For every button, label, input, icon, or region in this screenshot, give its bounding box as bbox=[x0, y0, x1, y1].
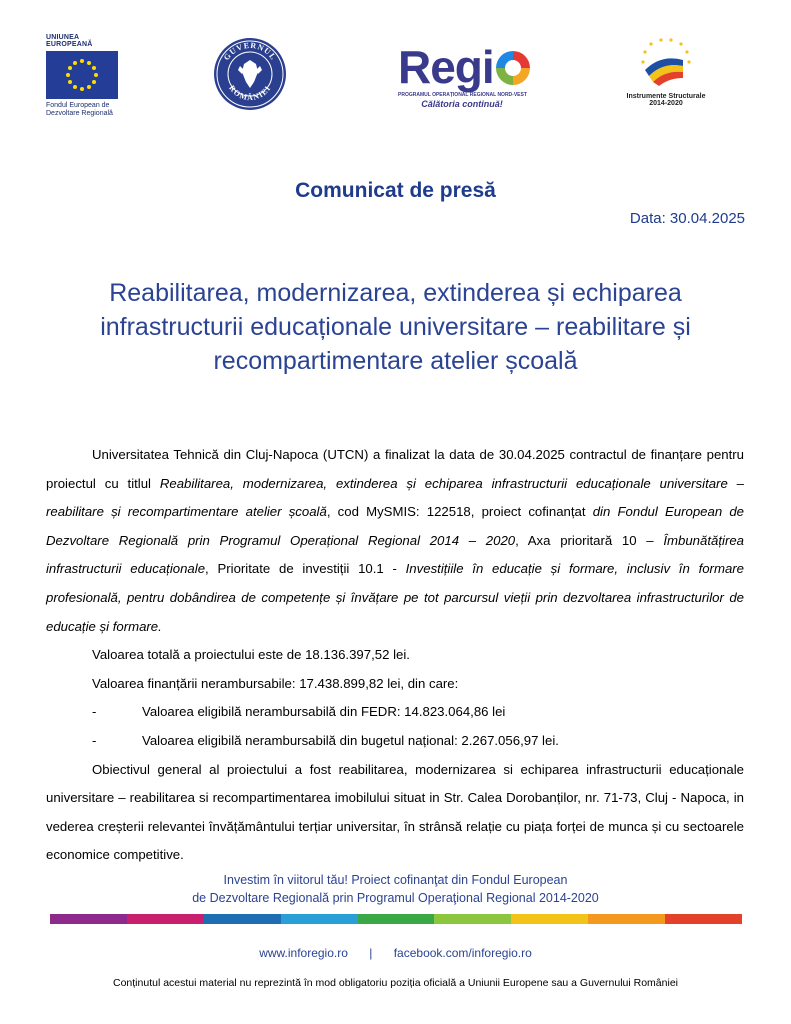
headline-line: recompartimentare atelier școală bbox=[213, 347, 578, 375]
text-run: Universitatea Tehnică din Cluj-Napoca (UTCN) a finalizat la data de 30.04.2025 contractul de finanțare pentru proiectul cu titlul bbox=[46, 447, 744, 491]
headline-line: infrastructurii educaționale universitare – reabilitare și bbox=[100, 313, 691, 341]
romanian-government-seal-icon bbox=[212, 36, 288, 112]
regio-logo bbox=[398, 41, 548, 109]
rainbow-segment bbox=[281, 914, 358, 924]
list-item bbox=[46, 727, 744, 756]
investment-priority: Investițiile în educație și formare, inclusiv în formare profesională, pentru dobândirea de competențe și învățare pe tot parcursul vieții prin dezvoltarea infrastructurilor de educație și formare. bbox=[46, 561, 744, 634]
text-run: , Prioritate de investiții 10.1 - bbox=[205, 561, 406, 577]
eu-flag-icon bbox=[46, 51, 118, 99]
eu-logo bbox=[46, 34, 126, 118]
rainbow-segment bbox=[665, 914, 742, 924]
regio-slogan: Călătoria continuă! bbox=[421, 99, 503, 109]
rainbow-segment bbox=[588, 914, 665, 924]
rainbow-segment bbox=[511, 914, 588, 924]
facebook-link[interactable]: facebook.com/inforegio.ro bbox=[393, 946, 532, 960]
footer-slogan-line: de Dezvoltare Regională prin Programul Operaţional Regional 2014-2020 bbox=[192, 891, 599, 905]
footer-slogan bbox=[0, 871, 791, 907]
press-release-body bbox=[46, 441, 744, 870]
regio-o-icon bbox=[496, 51, 530, 85]
rainbow-segment bbox=[358, 914, 435, 924]
paragraph-objective: Obiectivul general al proiectului a fost reabilitarea, modernizarea si echiparea infrastructurii educaționale universitare – reabilitarea si recompartimentarea imobilului situat in Str. Calea Dorobanților, nr. 71-73, Cluj - Napoca, in vederea creșterii relevantei învățământului terțiar universitar, în strânsă relație cu piața forței de munca și cu sectoarele economice competitive. bbox=[46, 761, 744, 863]
gov-seal-top-text: GUVERNUL bbox=[221, 40, 279, 63]
eu-subtitle-line1: Fondul European de bbox=[46, 102, 110, 109]
footer-links bbox=[0, 946, 791, 960]
paragraph-intro bbox=[46, 441, 744, 641]
headline-line: Reabilitarea, modernizarea, extinderea și echiparea bbox=[109, 279, 682, 307]
paragraph-total-value: Valoarea totală a proiectului este de 18.136.397,52 lei. bbox=[92, 647, 410, 663]
rainbow-stripe bbox=[50, 914, 742, 924]
headline bbox=[40, 276, 751, 378]
regio-wordmark-text: Regi bbox=[398, 41, 494, 93]
list-item bbox=[46, 698, 744, 727]
structural-instruments-icon bbox=[631, 36, 701, 86]
text-run: , cod MySMIS: 122518, proiect cofinanțat bbox=[326, 504, 593, 520]
inforegio-website-link[interactable]: www.inforegio.ro bbox=[259, 946, 348, 960]
rainbow-segment bbox=[204, 914, 281, 924]
press-release-title: Comunicat de presă bbox=[295, 179, 496, 202]
eu-subtitle-line2: Dezvoltare Regională bbox=[46, 110, 113, 117]
eu-subtitle bbox=[46, 102, 126, 118]
project-title: Reabilitarea, modernizarea, extinderea și echiparea infrastructurii educaționale universitare – reabilitare și recompartimentare atelier școală bbox=[46, 475, 744, 520]
bullet-dash: - bbox=[92, 704, 97, 720]
bullet-text: Valoarea eligibilă nerambursabilă din bugetul național: 2.267.056,97 lei. bbox=[142, 732, 559, 748]
regio-wordmark bbox=[398, 41, 548, 93]
bullet-dash: - bbox=[92, 732, 97, 748]
structural-instruments-years: 2014-2020 bbox=[649, 100, 683, 107]
priority-axis: Îmbunătățirea infrastructurii educaționale bbox=[46, 532, 744, 577]
footer-slogan-line: Investim în viitorul tău! Proiect cofinanţat din Fondul European bbox=[223, 873, 568, 887]
press-release-date: Data: 30.04.2025 bbox=[629, 210, 745, 227]
structural-instruments-logo bbox=[618, 36, 714, 107]
text-run: , Axa prioritară 10 – bbox=[515, 532, 664, 548]
eu-title: UNIUNEA EUROPEANĂ bbox=[46, 34, 93, 48]
disclaimer: Conținutul acestui material nu reprezintă în mod obligatoriu poziția oficială a Uniunii Europene sau a Guvernului României bbox=[113, 977, 678, 989]
funding-source: din Fondul European de Dezvoltare Regională prin Programul Operațional Regional 2014 – 2020 bbox=[46, 504, 744, 548]
bullet-text: Valoarea eligibilă nerambursabilă din FEDR: 14.823.064,86 lei bbox=[142, 704, 506, 720]
gov-seal-bottom-text: ROMÂNIEI bbox=[227, 83, 273, 103]
regio-program-text: PROGRAMUL OPERAȚIONAL REGIONAL NORD-VEST bbox=[398, 92, 527, 98]
rainbow-segment bbox=[50, 914, 127, 924]
structural-instruments-title: Instrumente Structurale bbox=[626, 93, 706, 100]
rainbow-segment bbox=[127, 914, 204, 924]
paragraph-nonrefundable: Valoarea finanțării nerambursabile: 17.438.899,82 lei, din care: bbox=[92, 675, 459, 691]
footer-separator: | bbox=[369, 946, 373, 960]
rainbow-segment bbox=[434, 914, 511, 924]
